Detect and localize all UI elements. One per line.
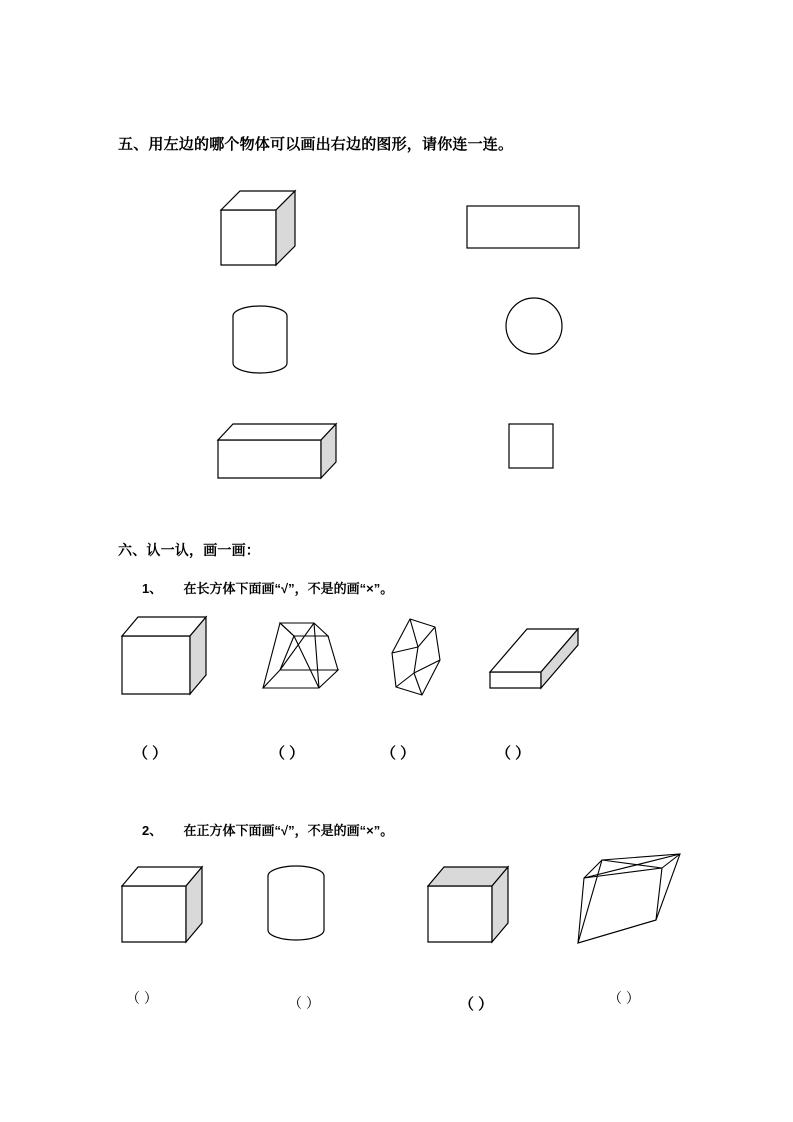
shape-cube-shaded-a xyxy=(118,612,213,702)
answer-blank-1-4[interactable]: （ ） xyxy=(496,745,531,762)
answer-blank-2-3[interactable]: （ ） xyxy=(459,996,494,1013)
item-2-text: 在正方体下面画“√”，不是的画“×”。 xyxy=(183,823,394,838)
item-1-number: 1、 xyxy=(142,581,163,596)
section-6-item-2 xyxy=(142,820,393,839)
section-5-heading: 五、用左边的哪个物体可以画出右边的图形，请你连一连。 xyxy=(118,136,514,153)
shape-cylinder-1 xyxy=(228,303,308,388)
shape-flat-bar-cuboid-d xyxy=(487,622,582,697)
shape-slanted-parallelepiped-wire-h xyxy=(570,848,695,958)
answer-blank-2-4[interactable]: （ ） xyxy=(608,990,640,1006)
shape-cube-1 xyxy=(216,185,306,275)
answer-blank-1-1[interactable]: （ ） xyxy=(133,745,168,762)
shape-circle-1 xyxy=(505,297,565,357)
shape-hexagonal-solid-wire-c xyxy=(380,615,460,705)
section-6-heading: 六、认一认，画一画： xyxy=(118,542,260,558)
answer-blank-2-1[interactable]: （ ） xyxy=(126,990,158,1006)
shape-cube-shaded-e xyxy=(118,862,208,952)
section-6-item-1 xyxy=(142,578,393,597)
shape-rectangle-1 xyxy=(466,205,581,250)
shape-frustum-wire-b xyxy=(258,618,348,703)
answer-blank-2-2[interactable]: （ ） xyxy=(288,995,320,1011)
shape-square-1 xyxy=(508,423,558,473)
answer-blank-1-2[interactable]: （ ） xyxy=(270,745,305,762)
answer-blank-1-3[interactable]: （ ） xyxy=(381,745,416,762)
shape-cylinder-f xyxy=(262,862,342,952)
shape-cuboid-1 xyxy=(213,415,348,490)
shape-cube-top-shaded-g xyxy=(424,862,514,952)
item-2-number: 2、 xyxy=(142,823,163,838)
item-1-text: 在长方体下面画“√”，不是的画“×”。 xyxy=(183,581,394,596)
